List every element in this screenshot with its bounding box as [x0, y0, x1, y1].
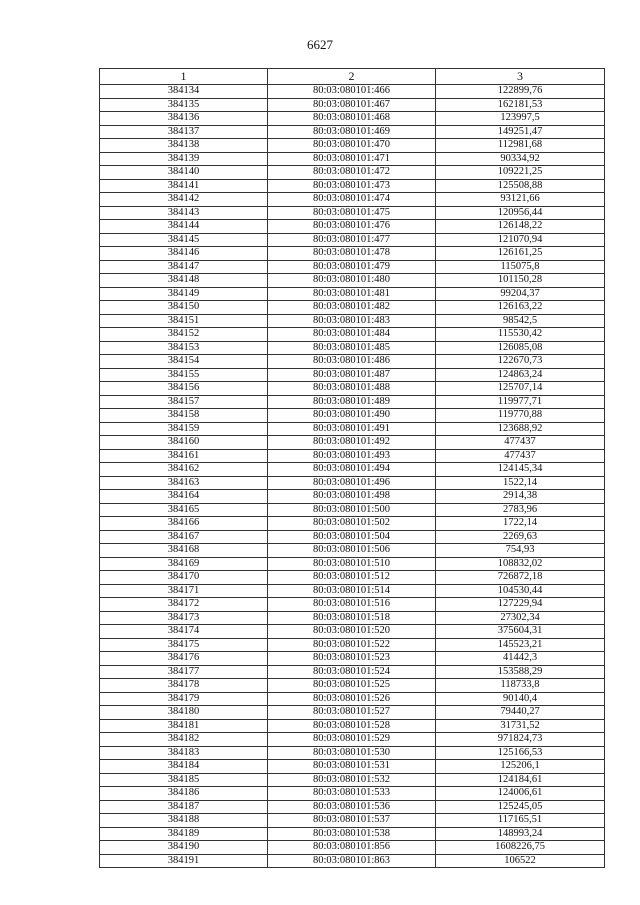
table-row: [100, 247, 605, 261]
table-row: [100, 395, 605, 409]
value-cell: 971824,73: [436, 733, 605, 747]
cadastral-number-cell: 80:03:080101:483: [268, 314, 436, 328]
cadastral-number-cell: 80:03:080101:526: [268, 692, 436, 706]
table-row: [100, 733, 605, 747]
table-row: [100, 773, 605, 787]
value-cell: 122899,76: [436, 85, 605, 99]
table-row: [100, 139, 605, 153]
cadastral-number-cell: 80:03:080101:473: [268, 179, 436, 193]
table-row: [100, 233, 605, 247]
value-cell: 125245,05: [436, 800, 605, 814]
record-number-cell: 384169: [100, 557, 268, 571]
record-number-cell: 384136: [100, 112, 268, 126]
record-number-cell: 384186: [100, 787, 268, 801]
record-number-cell: 384165: [100, 503, 268, 517]
value-cell: 127229,94: [436, 598, 605, 612]
cadastral-number-cell: 80:03:080101:490: [268, 409, 436, 423]
cadastral-number-cell: 80:03:080101:529: [268, 733, 436, 747]
cadastral-number-cell: 80:03:080101:492: [268, 436, 436, 450]
value-cell: 121070,94: [436, 233, 605, 247]
value-cell: 123688,92: [436, 422, 605, 436]
value-cell: 1722,14: [436, 517, 605, 531]
cadastral-number-cell: 80:03:080101:487: [268, 368, 436, 382]
table-row: [100, 125, 605, 139]
table-row: [100, 625, 605, 639]
table-row: [100, 814, 605, 828]
table-row: [100, 301, 605, 315]
value-cell: 108832,02: [436, 557, 605, 571]
table-row: [100, 490, 605, 504]
value-cell: 124006,61: [436, 787, 605, 801]
value-cell: 93121,66: [436, 193, 605, 207]
record-number-cell: 384160: [100, 436, 268, 450]
value-cell: 126161,25: [436, 247, 605, 261]
table-row: [100, 854, 605, 868]
table-row: [100, 638, 605, 652]
value-cell: 125206,1: [436, 760, 605, 774]
table-row: [100, 598, 605, 612]
cadastral-number-cell: 80:03:080101:474: [268, 193, 436, 207]
record-number-cell: 384179: [100, 692, 268, 706]
cadastral-number-cell: 80:03:080101:514: [268, 584, 436, 598]
cadastral-number-cell: 80:03:080101:489: [268, 395, 436, 409]
value-cell: 119770,88: [436, 409, 605, 423]
record-number-cell: 384152: [100, 328, 268, 342]
cadastral-number-cell: 80:03:080101:471: [268, 152, 436, 166]
cadastral-number-cell: 80:03:080101:486: [268, 355, 436, 369]
record-number-cell: 384140: [100, 166, 268, 180]
record-number-cell: 384168: [100, 544, 268, 558]
cadastral-number-cell: 80:03:080101:482: [268, 301, 436, 315]
cadastral-number-cell: 80:03:080101:488: [268, 382, 436, 396]
cadastral-number-cell: 80:03:080101:502: [268, 517, 436, 531]
value-cell: 98542,5: [436, 314, 605, 328]
record-number-cell: 384172: [100, 598, 268, 612]
record-number-cell: 384145: [100, 233, 268, 247]
cadastral-number-cell: 80:03:080101:485: [268, 341, 436, 355]
table-row: [100, 544, 605, 558]
table-row: [100, 206, 605, 220]
cadastral-number-cell: 80:03:080101:493: [268, 449, 436, 463]
value-cell: 101150,28: [436, 274, 605, 288]
cadastral-number-cell: 80:03:080101:491: [268, 422, 436, 436]
cadastral-number-cell: 80:03:080101:524: [268, 665, 436, 679]
table-row: [100, 368, 605, 382]
cadastral-number-cell: 80:03:080101:467: [268, 98, 436, 112]
table-row: [100, 449, 605, 463]
table-row: [100, 746, 605, 760]
cadastral-number-cell: 80:03:080101:532: [268, 773, 436, 787]
table-row: [100, 665, 605, 679]
value-cell: 122670,73: [436, 355, 605, 369]
table-row: [100, 314, 605, 328]
table-row: [100, 706, 605, 720]
cadastral-number-cell: 80:03:080101:468: [268, 112, 436, 126]
value-cell: 145523,21: [436, 638, 605, 652]
value-cell: 148993,24: [436, 827, 605, 841]
record-number-cell: 384181: [100, 719, 268, 733]
value-cell: 99204,37: [436, 287, 605, 301]
record-number-cell: 384148: [100, 274, 268, 288]
page-number: 6627: [307, 37, 333, 52]
value-cell: 41442,3: [436, 652, 605, 666]
record-number-cell: 384177: [100, 665, 268, 679]
value-cell: 124184,61: [436, 773, 605, 787]
cadastral-number-cell: 80:03:080101:516: [268, 598, 436, 612]
record-number-cell: 384166: [100, 517, 268, 531]
record-number-cell: 384151: [100, 314, 268, 328]
cadastral-number-cell: 80:03:080101:530: [268, 746, 436, 760]
cadastral-number-cell: 80:03:080101:522: [268, 638, 436, 652]
table-body: [100, 85, 605, 868]
table-row: [100, 584, 605, 598]
record-number-cell: 384185: [100, 773, 268, 787]
cadastral-number-cell: 80:03:080101:476: [268, 220, 436, 234]
cadastral-number-cell: 80:03:080101:536: [268, 800, 436, 814]
value-cell: 115075,8: [436, 260, 605, 274]
record-number-cell: 384146: [100, 247, 268, 261]
table-row: [100, 679, 605, 693]
value-cell: 124863,24: [436, 368, 605, 382]
record-number-cell: 384173: [100, 611, 268, 625]
header-row: [100, 69, 605, 85]
cadastral-number-cell: 80:03:080101:481: [268, 287, 436, 301]
cadastral-number-cell: 80:03:080101:520: [268, 625, 436, 639]
table-header: [100, 69, 605, 85]
value-cell: 106522: [436, 854, 605, 868]
cadastral-number-cell: 80:03:080101:494: [268, 463, 436, 477]
table-row: [100, 517, 605, 531]
cadastral-number-cell: 80:03:080101:466: [268, 85, 436, 99]
value-cell: 153588,29: [436, 665, 605, 679]
record-number-cell: 384191: [100, 854, 268, 868]
record-number-cell: 384149: [100, 287, 268, 301]
value-cell: 2269,63: [436, 530, 605, 544]
table-row: [100, 166, 605, 180]
table-row: [100, 463, 605, 477]
table-row: [100, 611, 605, 625]
table-row: [100, 355, 605, 369]
table-row: [100, 341, 605, 355]
column-header-1: 1: [100, 69, 268, 85]
value-cell: 104530,44: [436, 584, 605, 598]
table-row: [100, 503, 605, 517]
value-cell: 477437: [436, 449, 605, 463]
record-number-cell: 384188: [100, 814, 268, 828]
table-row: [100, 571, 605, 585]
cadastral-number-cell: 80:03:080101:525: [268, 679, 436, 693]
table-row: [100, 530, 605, 544]
table-row: [100, 179, 605, 193]
record-number-cell: 384189: [100, 827, 268, 841]
cadastral-number-cell: 80:03:080101:484: [268, 328, 436, 342]
cadastral-number-cell: 80:03:080101:500: [268, 503, 436, 517]
record-number-cell: 384158: [100, 409, 268, 423]
record-number-cell: 384184: [100, 760, 268, 774]
record-number-cell: 384141: [100, 179, 268, 193]
record-number-cell: 384142: [100, 193, 268, 207]
value-cell: 119977,71: [436, 395, 605, 409]
value-cell: 1608226,75: [436, 841, 605, 855]
value-cell: 115530,42: [436, 328, 605, 342]
record-number-cell: 384154: [100, 355, 268, 369]
table-row: [100, 422, 605, 436]
table-row: [100, 557, 605, 571]
cadastral-number-cell: 80:03:080101:469: [268, 125, 436, 139]
cadastral-number-cell: 80:03:080101:523: [268, 652, 436, 666]
record-number-cell: 384147: [100, 260, 268, 274]
cadastral-number-cell: 80:03:080101:496: [268, 476, 436, 490]
value-cell: 125166,53: [436, 746, 605, 760]
cadastral-number-cell: 80:03:080101:863: [268, 854, 436, 868]
record-number-cell: 384175: [100, 638, 268, 652]
record-number-cell: 384183: [100, 746, 268, 760]
table-row: [100, 152, 605, 166]
record-number-cell: 384167: [100, 530, 268, 544]
value-cell: 125508,88: [436, 179, 605, 193]
cadastral-number-cell: 80:03:080101:479: [268, 260, 436, 274]
record-number-cell: 384138: [100, 139, 268, 153]
cadastral-number-cell: 80:03:080101:533: [268, 787, 436, 801]
table-row: [100, 260, 605, 274]
value-cell: 90140,4: [436, 692, 605, 706]
column-header-3: 3: [436, 69, 605, 85]
record-number-cell: 384137: [100, 125, 268, 139]
record-number-cell: 384144: [100, 220, 268, 234]
record-number-cell: 384190: [100, 841, 268, 855]
table-row: [100, 692, 605, 706]
cadastral-number-cell: 80:03:080101:504: [268, 530, 436, 544]
value-cell: 79440,27: [436, 706, 605, 720]
record-number-cell: 384171: [100, 584, 268, 598]
value-cell: 162181,53: [436, 98, 605, 112]
value-cell: 726872,18: [436, 571, 605, 585]
record-number-cell: 384134: [100, 85, 268, 99]
record-number-cell: 384139: [100, 152, 268, 166]
table-row: [100, 274, 605, 288]
table-row: [100, 719, 605, 733]
table-row: [100, 98, 605, 112]
cadastral-number-cell: 80:03:080101:856: [268, 841, 436, 855]
table-row: [100, 193, 605, 207]
value-cell: 123997,5: [436, 112, 605, 126]
table-row: [100, 841, 605, 855]
cadastral-number-cell: 80:03:080101:470: [268, 139, 436, 153]
value-cell: 126148,22: [436, 220, 605, 234]
value-cell: 109221,25: [436, 166, 605, 180]
value-cell: 125707,14: [436, 382, 605, 396]
table-row: [100, 287, 605, 301]
value-cell: 31731,52: [436, 719, 605, 733]
table-row: [100, 652, 605, 666]
value-cell: 120956,44: [436, 206, 605, 220]
record-number-cell: 384162: [100, 463, 268, 477]
table-row: [100, 476, 605, 490]
record-number-cell: 384176: [100, 652, 268, 666]
cadastral-number-cell: 80:03:080101:506: [268, 544, 436, 558]
record-number-cell: 384178: [100, 679, 268, 693]
cadastral-number-cell: 80:03:080101:475: [268, 206, 436, 220]
table-row: [100, 328, 605, 342]
cadastral-number-cell: 80:03:080101:477: [268, 233, 436, 247]
table-row: [100, 800, 605, 814]
record-number-cell: 384182: [100, 733, 268, 747]
cadastral-number-cell: 80:03:080101:527: [268, 706, 436, 720]
value-cell: 477437: [436, 436, 605, 450]
value-cell: 118733,8: [436, 679, 605, 693]
cadastral-number-cell: 80:03:080101:531: [268, 760, 436, 774]
cadastral-number-cell: 80:03:080101:480: [268, 274, 436, 288]
table-row: [100, 827, 605, 841]
record-number-cell: 384153: [100, 341, 268, 355]
record-number-cell: 384155: [100, 368, 268, 382]
value-cell: 117165,51: [436, 814, 605, 828]
value-cell: 149251,47: [436, 125, 605, 139]
record-number-cell: 384150: [100, 301, 268, 315]
value-cell: 2783,96: [436, 503, 605, 517]
record-number-cell: 384174: [100, 625, 268, 639]
table-row: [100, 220, 605, 234]
data-table: [99, 68, 605, 868]
record-number-cell: 384164: [100, 490, 268, 504]
table-row: [100, 787, 605, 801]
record-number-cell: 384170: [100, 571, 268, 585]
cadastral-number-cell: 80:03:080101:498: [268, 490, 436, 504]
record-number-cell: 384156: [100, 382, 268, 396]
value-cell: 90334,92: [436, 152, 605, 166]
value-cell: 754,93: [436, 544, 605, 558]
record-number-cell: 384163: [100, 476, 268, 490]
value-cell: 126085,08: [436, 341, 605, 355]
cadastral-number-cell: 80:03:080101:510: [268, 557, 436, 571]
value-cell: 124145,34: [436, 463, 605, 477]
cadastral-number-cell: 80:03:080101:518: [268, 611, 436, 625]
table-row: [100, 436, 605, 450]
table-row: [100, 409, 605, 423]
table-row: [100, 382, 605, 396]
record-number-cell: 384143: [100, 206, 268, 220]
record-number-cell: 384161: [100, 449, 268, 463]
cadastral-number-cell: 80:03:080101:472: [268, 166, 436, 180]
cadastral-number-cell: 80:03:080101:537: [268, 814, 436, 828]
cadastral-number-cell: 80:03:080101:478: [268, 247, 436, 261]
cadastral-number-cell: 80:03:080101:512: [268, 571, 436, 585]
record-number-cell: 384180: [100, 706, 268, 720]
record-number-cell: 384135: [100, 98, 268, 112]
record-number-cell: 384159: [100, 422, 268, 436]
value-cell: 1522,14: [436, 476, 605, 490]
table-row: [100, 85, 605, 99]
table-row: [100, 760, 605, 774]
value-cell: 112981,68: [436, 139, 605, 153]
record-number-cell: 384157: [100, 395, 268, 409]
value-cell: 2914,38: [436, 490, 605, 504]
column-header-2: 2: [268, 69, 436, 85]
cadastral-number-cell: 80:03:080101:538: [268, 827, 436, 841]
cadastral-number-cell: 80:03:080101:528: [268, 719, 436, 733]
value-cell: 375604,31: [436, 625, 605, 639]
value-cell: 126163,22: [436, 301, 605, 315]
value-cell: 27302,34: [436, 611, 605, 625]
record-number-cell: 384187: [100, 800, 268, 814]
table-row: [100, 112, 605, 126]
